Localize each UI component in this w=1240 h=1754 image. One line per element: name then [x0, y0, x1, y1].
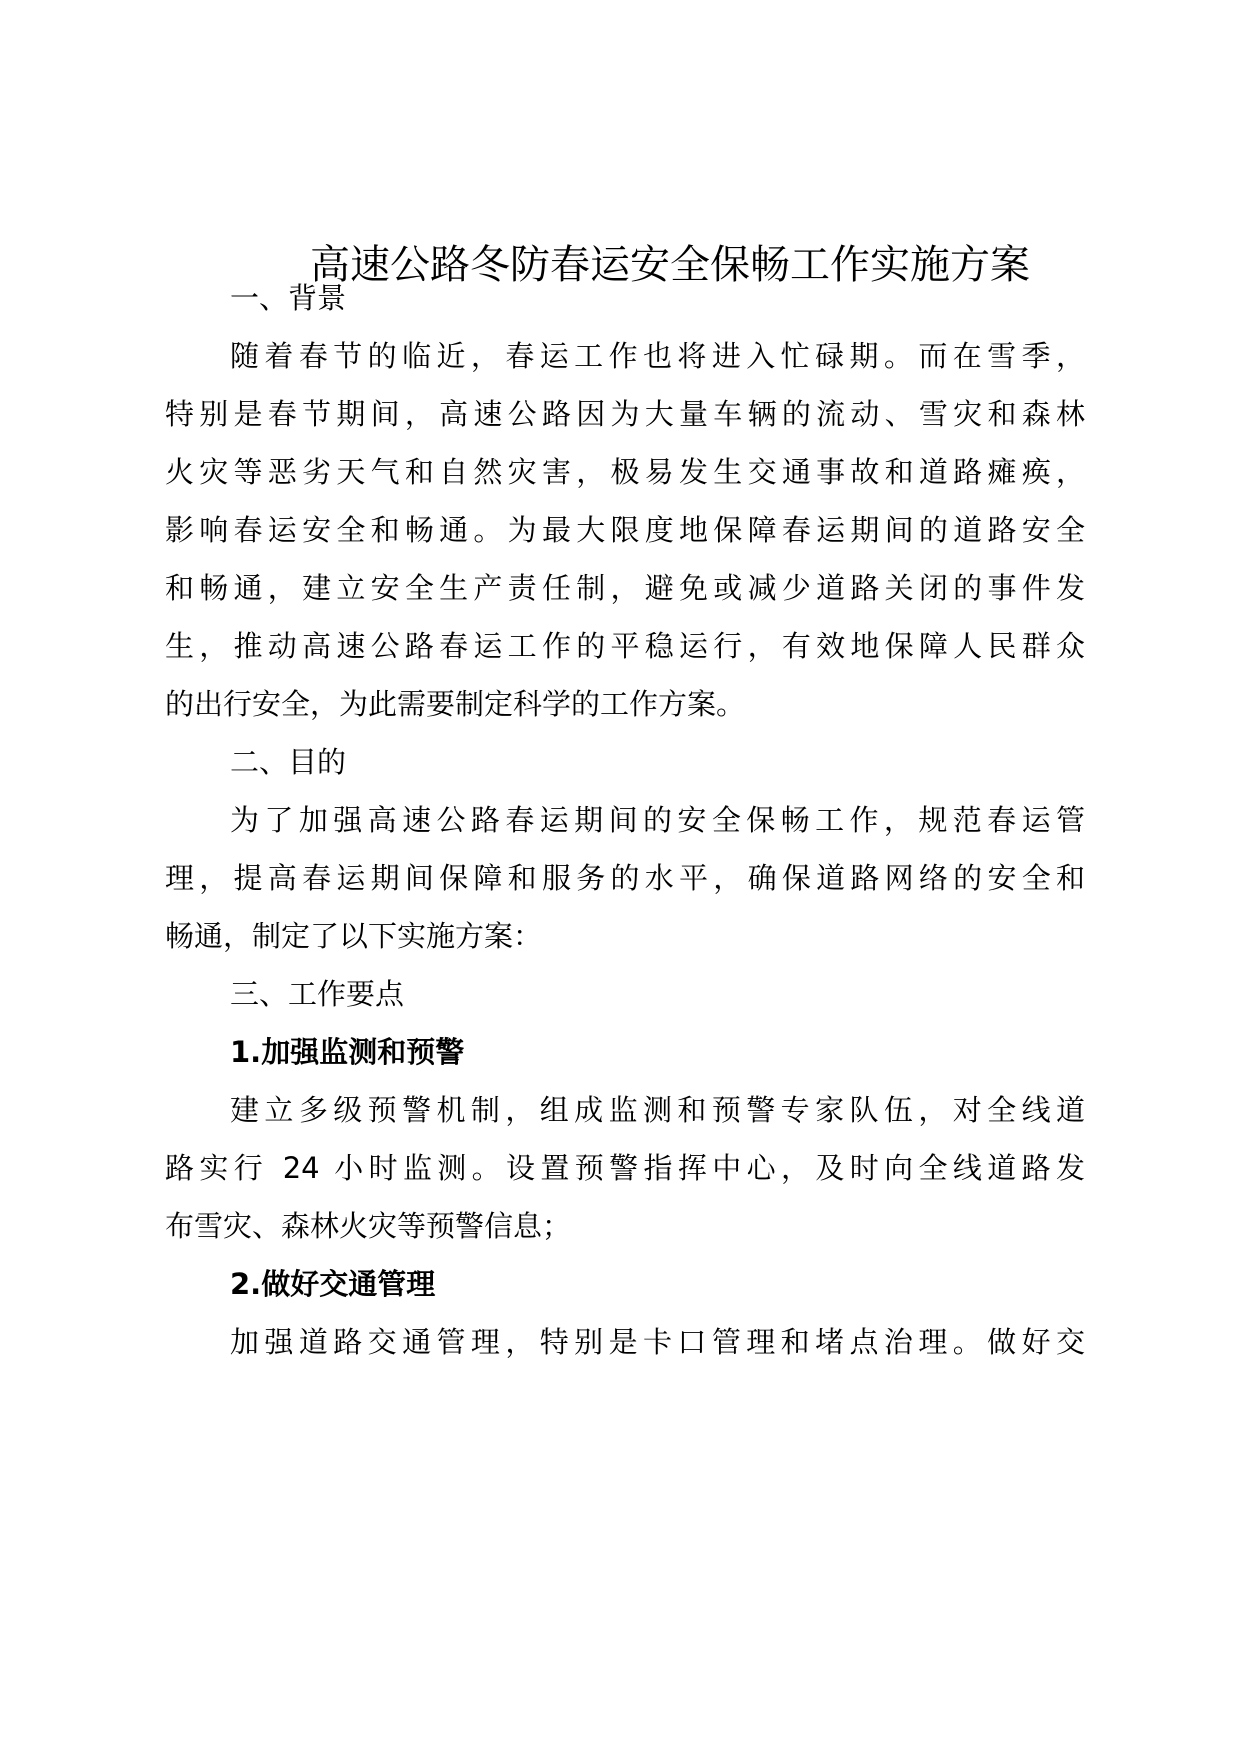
paragraph-line: 的出行安全，为此需要制定科学的工作方案。 [165, 687, 746, 721]
document-title: 高速公路冬防春运安全保畅工作实施方案 [310, 242, 1030, 288]
section-heading-key-points: 三、工作要点 [230, 977, 405, 1011]
subheading-monitoring-warning: 1.加强监测和预警 [230, 1035, 465, 1069]
paragraph-line: 布雪灾、森林火灾等预警信息； [165, 1209, 572, 1243]
paragraph-line: 影响春运安全和畅通。为最大限度地保障春运期间的道路安全 [165, 513, 1085, 547]
paragraph-line: 理，提高春运期间保障和服务的水平，确保道路网络的安全和 [165, 861, 1085, 895]
subheading-traffic-management: 2.做好交通管理 [230, 1267, 436, 1301]
paragraph-line: 生，推动高速公路春运工作的平稳运行，有效地保障人民群众 [165, 629, 1085, 663]
section-heading-purpose: 二、目的 [230, 745, 347, 779]
paragraph-line: 为了加强高速公路春运期间的安全保畅工作，规范春运管 [230, 803, 1085, 837]
paragraph-line: 火灾等恶劣天气和自然灾害，极易发生交通事故和道路瘫痪， [165, 455, 1085, 489]
paragraph-line: 建立多级预警机制，组成监测和预警专家队伍，对全线道 [230, 1093, 1085, 1127]
paragraph-line: 和畅通，建立安全生产责任制，避免或减少道路关闭的事件发 [165, 571, 1085, 605]
paragraph-line: 路实行 24 小时监测。设置预警指挥中心，及时向全线道路发 [165, 1151, 1085, 1185]
paragraph-line: 随着春节的临近，春运工作也将进入忙碌期。而在雪季， [230, 339, 1085, 373]
paragraph-line: 特别是春节期间，高速公路因为大量车辆的流动、雪灾和森林 [165, 397, 1085, 431]
paragraph-line: 畅通，制定了以下实施方案： [165, 919, 543, 953]
section-heading-background: 一、背景 [230, 281, 347, 315]
paragraph-line: 加强道路交通管理，特别是卡口管理和堵点治理。做好交 [230, 1325, 1085, 1359]
